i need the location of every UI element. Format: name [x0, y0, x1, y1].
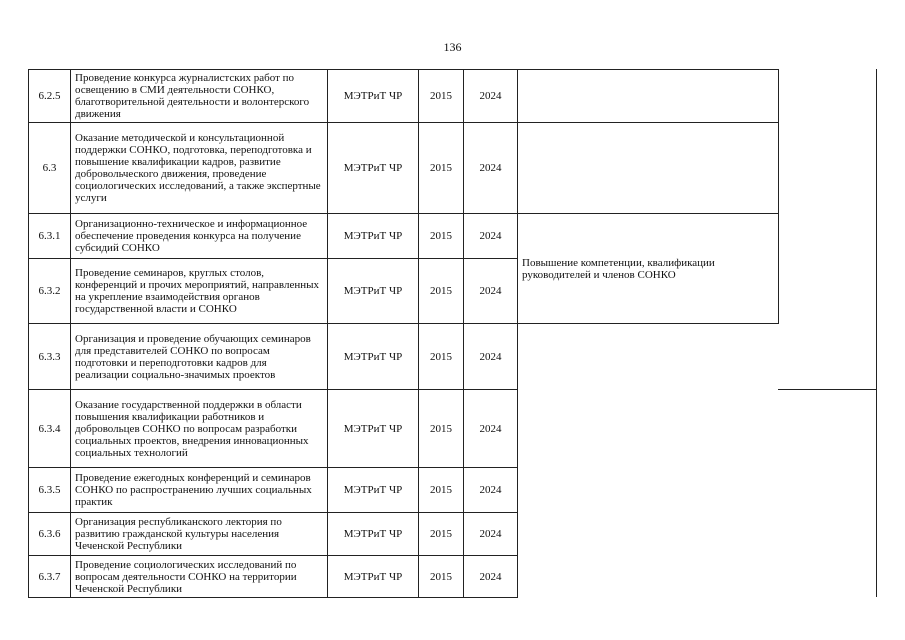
measure-executor: МЭТРиТ ЧР [328, 214, 419, 259]
measure-name: Оказание государственной поддержки в области повышения квалификации работников и добровольцев СОНКО по вопросам разработки социальных проектов, внедрения инновационных социальных технологий [71, 390, 328, 468]
measure-number: 6.3.3 [29, 324, 71, 390]
measure-name: Проведение конкурса журналистских работ по освещению в СМИ деятельности СОНКО, благотворительной деятельности и волонтерского движения [71, 70, 328, 123]
measure-executor: МЭТРиТ ЧР [328, 468, 419, 513]
measure-start-year: 2015 [419, 513, 464, 556]
measure-end-year: 2024 [464, 70, 518, 123]
measure-number: 6.3 [29, 123, 71, 214]
measure-name: Организация и проведение обучающих семинаров для представителей СОНКО по вопросам подготовки и переподготовки кадров для реализации социально-значимых проектов [71, 324, 328, 390]
measure-start-year: 2015 [419, 259, 464, 324]
measure-executor: МЭТРиТ ЧР [328, 556, 419, 598]
table-row [29, 214, 779, 259]
measure-number: 6.3.4 [29, 390, 71, 468]
measure-start-year: 2015 [419, 324, 464, 390]
measure-number: 6.3.5 [29, 468, 71, 513]
measure-result-empty [518, 123, 779, 214]
measure-start-year: 2015 [419, 556, 464, 598]
measure-name: Проведение семинаров, круглых столов, конференций и прочих мероприятий, направленных на укрепление взаимодействия органов государственной власти и СОНКО [71, 259, 328, 324]
measure-number: 6.3.7 [29, 556, 71, 598]
measure-start-year: 2015 [419, 390, 464, 468]
measure-end-year: 2024 [464, 259, 518, 324]
program-measures-table [28, 69, 779, 598]
measure-name: Организация республиканского лектория по развитию гражданской культуры населения Чеченской Республики [71, 513, 328, 556]
right-column-border [876, 69, 877, 597]
measure-name: Проведение ежегодных конференций и семинаров СОНКО по распространению лучших социальных практик [71, 468, 328, 513]
table-row [29, 123, 779, 214]
measure-name: Оказание методической и консультационной поддержки СОНКО, подготовка, переподготовка и повышение квалификации кадров, развитие добровольческого движения, проведение социологических исследований, а также экспертные услуги [71, 123, 328, 214]
measure-result: Повышение компетенции, квалификации руководителей и членов СОНКО [518, 214, 779, 324]
measure-number: 6.2.5 [29, 70, 71, 123]
measure-end-year: 2024 [464, 556, 518, 598]
page-number: 136 [443, 40, 462, 54]
table-row [29, 70, 779, 123]
measure-end-year: 2024 [464, 123, 518, 214]
measure-start-year: 2015 [419, 70, 464, 123]
measure-name: Организационно-техническое и информационное обеспечение проведения конкурса на получение субсидий СОНКО [71, 214, 328, 259]
measure-executor: МЭТРиТ ЧР [328, 513, 419, 556]
measure-executor: МЭТРиТ ЧР [328, 123, 419, 214]
measure-end-year: 2024 [464, 468, 518, 513]
measure-executor: МЭТРиТ ЧР [328, 259, 419, 324]
measure-result-empty [518, 70, 779, 123]
measure-number: 6.3.6 [29, 513, 71, 556]
right-column-divider [778, 389, 876, 390]
measure-executor: МЭТРиТ ЧР [328, 390, 419, 468]
measure-executor: МЭТРиТ ЧР [328, 70, 419, 123]
measure-name: Проведение социологических исследований по вопросам деятельности СОНКО на территории Чеченской Республики [71, 556, 328, 598]
measure-start-year: 2015 [419, 468, 464, 513]
measure-start-year: 2015 [419, 214, 464, 259]
measure-end-year: 2024 [464, 214, 518, 259]
measure-start-year: 2015 [419, 123, 464, 214]
measure-end-year: 2024 [464, 513, 518, 556]
measure-end-year: 2024 [464, 390, 518, 468]
measure-number: 6.3.2 [29, 259, 71, 324]
table-row [29, 324, 779, 390]
measure-result-empty [518, 324, 779, 598]
measure-number: 6.3.1 [29, 214, 71, 259]
measure-executor: МЭТРиТ ЧР [328, 324, 419, 390]
measure-end-year: 2024 [464, 324, 518, 390]
